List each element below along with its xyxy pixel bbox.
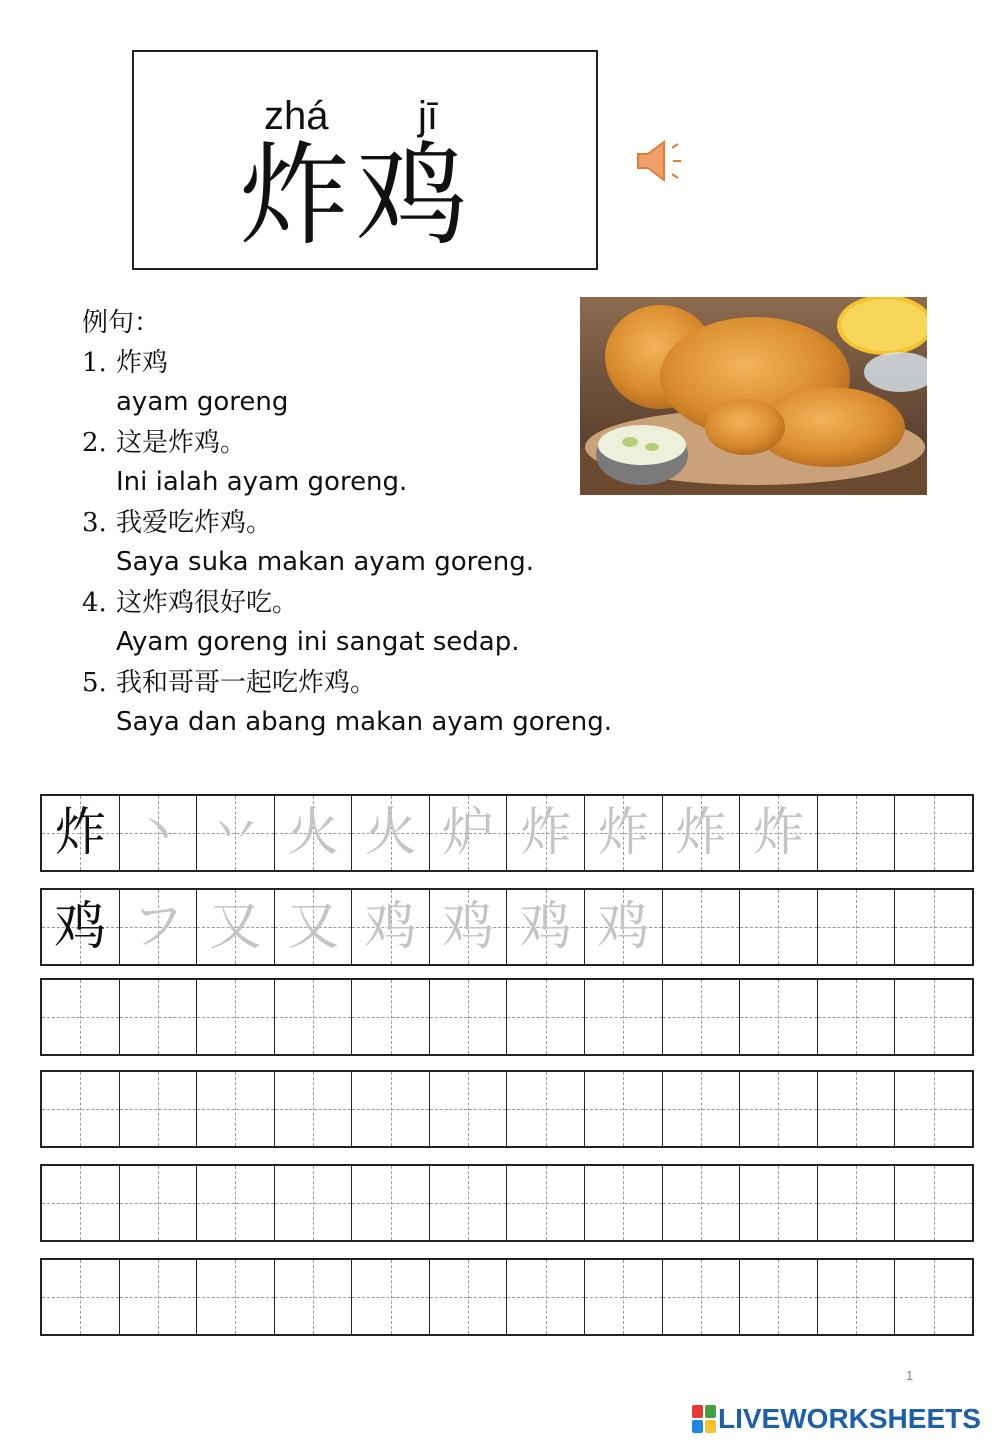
title-characters: 炸鸡 (238, 131, 474, 261)
example-chinese (82, 664, 612, 702)
practice-cell[interactable] (585, 1072, 663, 1146)
practice-cell[interactable] (740, 796, 818, 870)
stroke-trace: 又 (209, 897, 262, 957)
practice-cell[interactable] (275, 980, 353, 1054)
practice-cell[interactable] (585, 1166, 663, 1240)
practice-cell[interactable] (275, 890, 353, 964)
example-number: 1. (82, 348, 107, 378)
practice-cell[interactable] (740, 1260, 818, 1334)
example-malay: Ini ialah ayam goreng. (116, 467, 408, 497)
practice-cell[interactable] (507, 890, 585, 964)
practice-cell[interactable] (507, 796, 585, 870)
practice-cell[interactable] (120, 890, 198, 964)
example-item (82, 504, 612, 582)
practice-cell[interactable] (895, 890, 972, 964)
example-number: 4. (82, 588, 107, 618)
practice-cell[interactable] (740, 1072, 818, 1146)
practice-cell[interactable] (818, 1166, 896, 1240)
practice-cell[interactable] (120, 1166, 198, 1240)
example-item (82, 424, 612, 502)
practice-cell[interactable] (430, 890, 508, 964)
practice-cell[interactable] (818, 890, 896, 964)
practice-cell[interactable] (120, 1260, 198, 1334)
practice-cell[interactable] (120, 1072, 198, 1146)
stroke-trace: 鸡 (442, 897, 495, 957)
practice-cell[interactable] (430, 1072, 508, 1146)
title-box (132, 50, 598, 270)
example-chinese-text: 这炸鸡很好吃。 (116, 588, 299, 618)
example-number: 2. (82, 428, 107, 458)
practice-cell[interactable] (663, 1260, 741, 1334)
stroke-trace: 炸 (597, 803, 650, 863)
practice-cell[interactable] (197, 796, 275, 870)
practice-cell[interactable] (585, 796, 663, 870)
practice-cell[interactable] (120, 796, 198, 870)
page-number: 1 (906, 1368, 914, 1383)
pinyin-zha: zhá (264, 94, 329, 138)
practice-cell[interactable] (585, 890, 663, 964)
example-chinese-text: 我爱吃炸鸡。 (116, 508, 273, 538)
practice-cell[interactable] (740, 1166, 818, 1240)
practice-cell[interactable] (507, 1166, 585, 1240)
practice-cell[interactable] (895, 1166, 972, 1240)
example-number: 5. (82, 668, 107, 698)
practice-cell[interactable] (663, 1166, 741, 1240)
practice-cell[interactable] (275, 1166, 353, 1240)
stroke-trace: 炸 (752, 803, 805, 863)
example-number: 3. (82, 508, 107, 538)
practice-cell[interactable] (818, 1072, 896, 1146)
example-chinese-text: 炸鸡 (116, 348, 169, 378)
practice-cell[interactable] (197, 890, 275, 964)
practice-cell[interactable] (352, 890, 430, 964)
stroke-trace: 鸡 (519, 897, 572, 957)
practice-cell[interactable] (197, 980, 275, 1054)
practice-cell[interactable] (430, 1166, 508, 1240)
stroke-trace: 丷 (209, 803, 262, 863)
practice-cell[interactable] (585, 980, 663, 1054)
practice-cell[interactable] (818, 796, 896, 870)
stroke-trace: 炸 (519, 803, 572, 863)
pinyin-ji: jī (418, 94, 438, 138)
example-sentences (82, 304, 612, 742)
practice-row (40, 1164, 974, 1242)
example-chinese-text: 我和哥哥一起吃炸鸡。 (116, 668, 377, 698)
practice-cell[interactable] (507, 1260, 585, 1334)
example-chinese (82, 424, 612, 462)
practice-cell[interactable] (740, 890, 818, 964)
practice-cell[interactable] (352, 1260, 430, 1334)
practice-cell[interactable] (895, 1072, 972, 1146)
practice-cell[interactable] (430, 1260, 508, 1334)
example-chinese (82, 584, 612, 622)
practice-row (40, 794, 974, 872)
brand-name: LIVEWORKSHEETS (718, 1403, 981, 1434)
stroke-trace: 丶 (131, 803, 184, 863)
practice-cell[interactable] (895, 980, 972, 1054)
practice-cell[interactable] (430, 980, 508, 1054)
practice-cell[interactable] (895, 1260, 972, 1334)
practice-row (40, 978, 974, 1056)
speaker-icon (634, 138, 686, 184)
example-item (82, 344, 612, 422)
practice-cell[interactable] (507, 980, 585, 1054)
stroke-trace: 炸 (674, 803, 727, 863)
practice-row (40, 1070, 974, 1148)
practice-cell[interactable] (585, 1260, 663, 1334)
practice-cell[interactable] (663, 796, 741, 870)
practice-cell[interactable] (42, 890, 120, 964)
practice-cell[interactable] (42, 1166, 120, 1240)
practice-cell[interactable] (818, 1260, 896, 1334)
brand-mark-icon (692, 1405, 716, 1433)
practice-cell[interactable] (197, 1072, 275, 1146)
model-character: 鸡 (54, 897, 107, 957)
practice-cell[interactable] (197, 1166, 275, 1240)
example-malay: Saya suka makan ayam goreng. (116, 547, 534, 577)
practice-cell[interactable] (42, 980, 120, 1054)
fried-chicken-photo (580, 297, 927, 495)
stroke-trace: 鸡 (597, 897, 650, 957)
example-chinese (82, 504, 612, 542)
stroke-trace: 又 (287, 897, 340, 957)
practice-cell[interactable] (197, 1260, 275, 1334)
example-malay: Saya dan abang makan ayam goreng. (116, 707, 612, 737)
practice-cell[interactable] (275, 1072, 353, 1146)
example-item (82, 584, 612, 662)
model-character: 炸 (54, 803, 107, 863)
practice-cell[interactable] (663, 890, 741, 964)
practice-cell[interactable] (120, 980, 198, 1054)
stroke-trace: フ (131, 897, 184, 957)
examples-heading: 例句： (82, 308, 161, 338)
stroke-trace: 火 (287, 803, 340, 863)
practice-cell[interactable] (352, 796, 430, 870)
practice-cell[interactable] (275, 796, 353, 870)
practice-cell[interactable] (430, 796, 508, 870)
example-chinese (82, 344, 612, 382)
practice-cell[interactable] (352, 980, 430, 1054)
example-malay: ayam goreng (116, 387, 289, 417)
audio-play-button[interactable] (634, 138, 686, 184)
practice-cell[interactable] (818, 980, 896, 1054)
practice-row (40, 1258, 974, 1336)
practice-cell[interactable] (663, 980, 741, 1054)
practice-cell[interactable] (42, 1072, 120, 1146)
practice-cell[interactable] (895, 796, 972, 870)
stroke-trace: 火 (364, 803, 417, 863)
practice-cell[interactable] (507, 1072, 585, 1146)
practice-cell[interactable] (740, 980, 818, 1054)
liveworksheets-logo[interactable] (692, 1402, 981, 1436)
stroke-trace: 炉 (442, 803, 495, 863)
practice-cell[interactable] (42, 796, 120, 870)
practice-cell[interactable] (663, 1072, 741, 1146)
practice-cell[interactable] (42, 1260, 120, 1334)
practice-cell[interactable] (275, 1260, 353, 1334)
practice-cell[interactable] (352, 1166, 430, 1240)
example-malay: Ayam goreng ini sangat sedap. (116, 627, 520, 657)
example-item (82, 664, 612, 742)
practice-cell[interactable] (352, 1072, 430, 1146)
practice-row (40, 888, 974, 966)
example-chinese-text: 这是炸鸡。 (116, 428, 247, 458)
stroke-trace: 鸡 (364, 897, 417, 957)
